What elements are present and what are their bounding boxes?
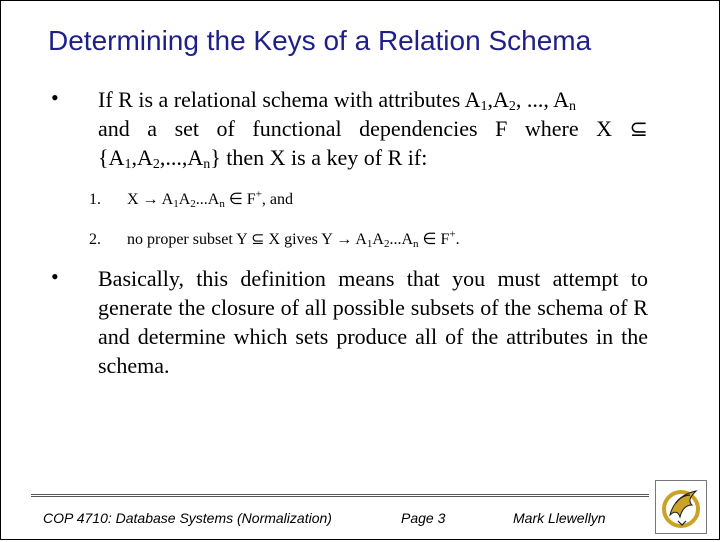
footer-page-number: Page 3 [401,510,446,526]
bullet-2-text: Basically, this definition means that you must attempt to generate the closure of all possible subsets of the schema of R and determine which sets produce all of the attributes in the schema. [98,266,648,378]
bullet-marker-1: • [51,85,59,110]
bullet-marker-2: • [51,264,59,289]
bullet-1-line-1: If R is a relational schema with attributes $A_1,A_2$, ..., $A_n$ [98,87,577,114]
slide-title: Determining the Keys of a Relation Schema [48,25,592,56]
bullet-1-line-2: and a set of functional dependencies F where X ⊆ [98,116,648,141]
footer-author: Mark Llewellyn [513,510,606,526]
bullet-1-line-3: $\{A_1,A_2,...,A_n\}$ then X is a key of R if: [98,145,428,172]
bullet-1-text [98,85,648,172]
footer-course: COP 4710: Database Systems (Normalization) [43,510,332,526]
condition-item-1: 1. $X \to A_1A_2...A_n$ ∈ F+, and [89,188,294,210]
pegasus-logo-icon [655,480,707,534]
condition-number: 1. [89,191,101,208]
slide-footer [1,494,719,539]
condition-number: 2. [89,231,101,248]
condition-item-2: 2. no proper subset Y ⊆ X gives $Y \to A_1A_2...A_n$ ∈ F+. [89,228,460,250]
